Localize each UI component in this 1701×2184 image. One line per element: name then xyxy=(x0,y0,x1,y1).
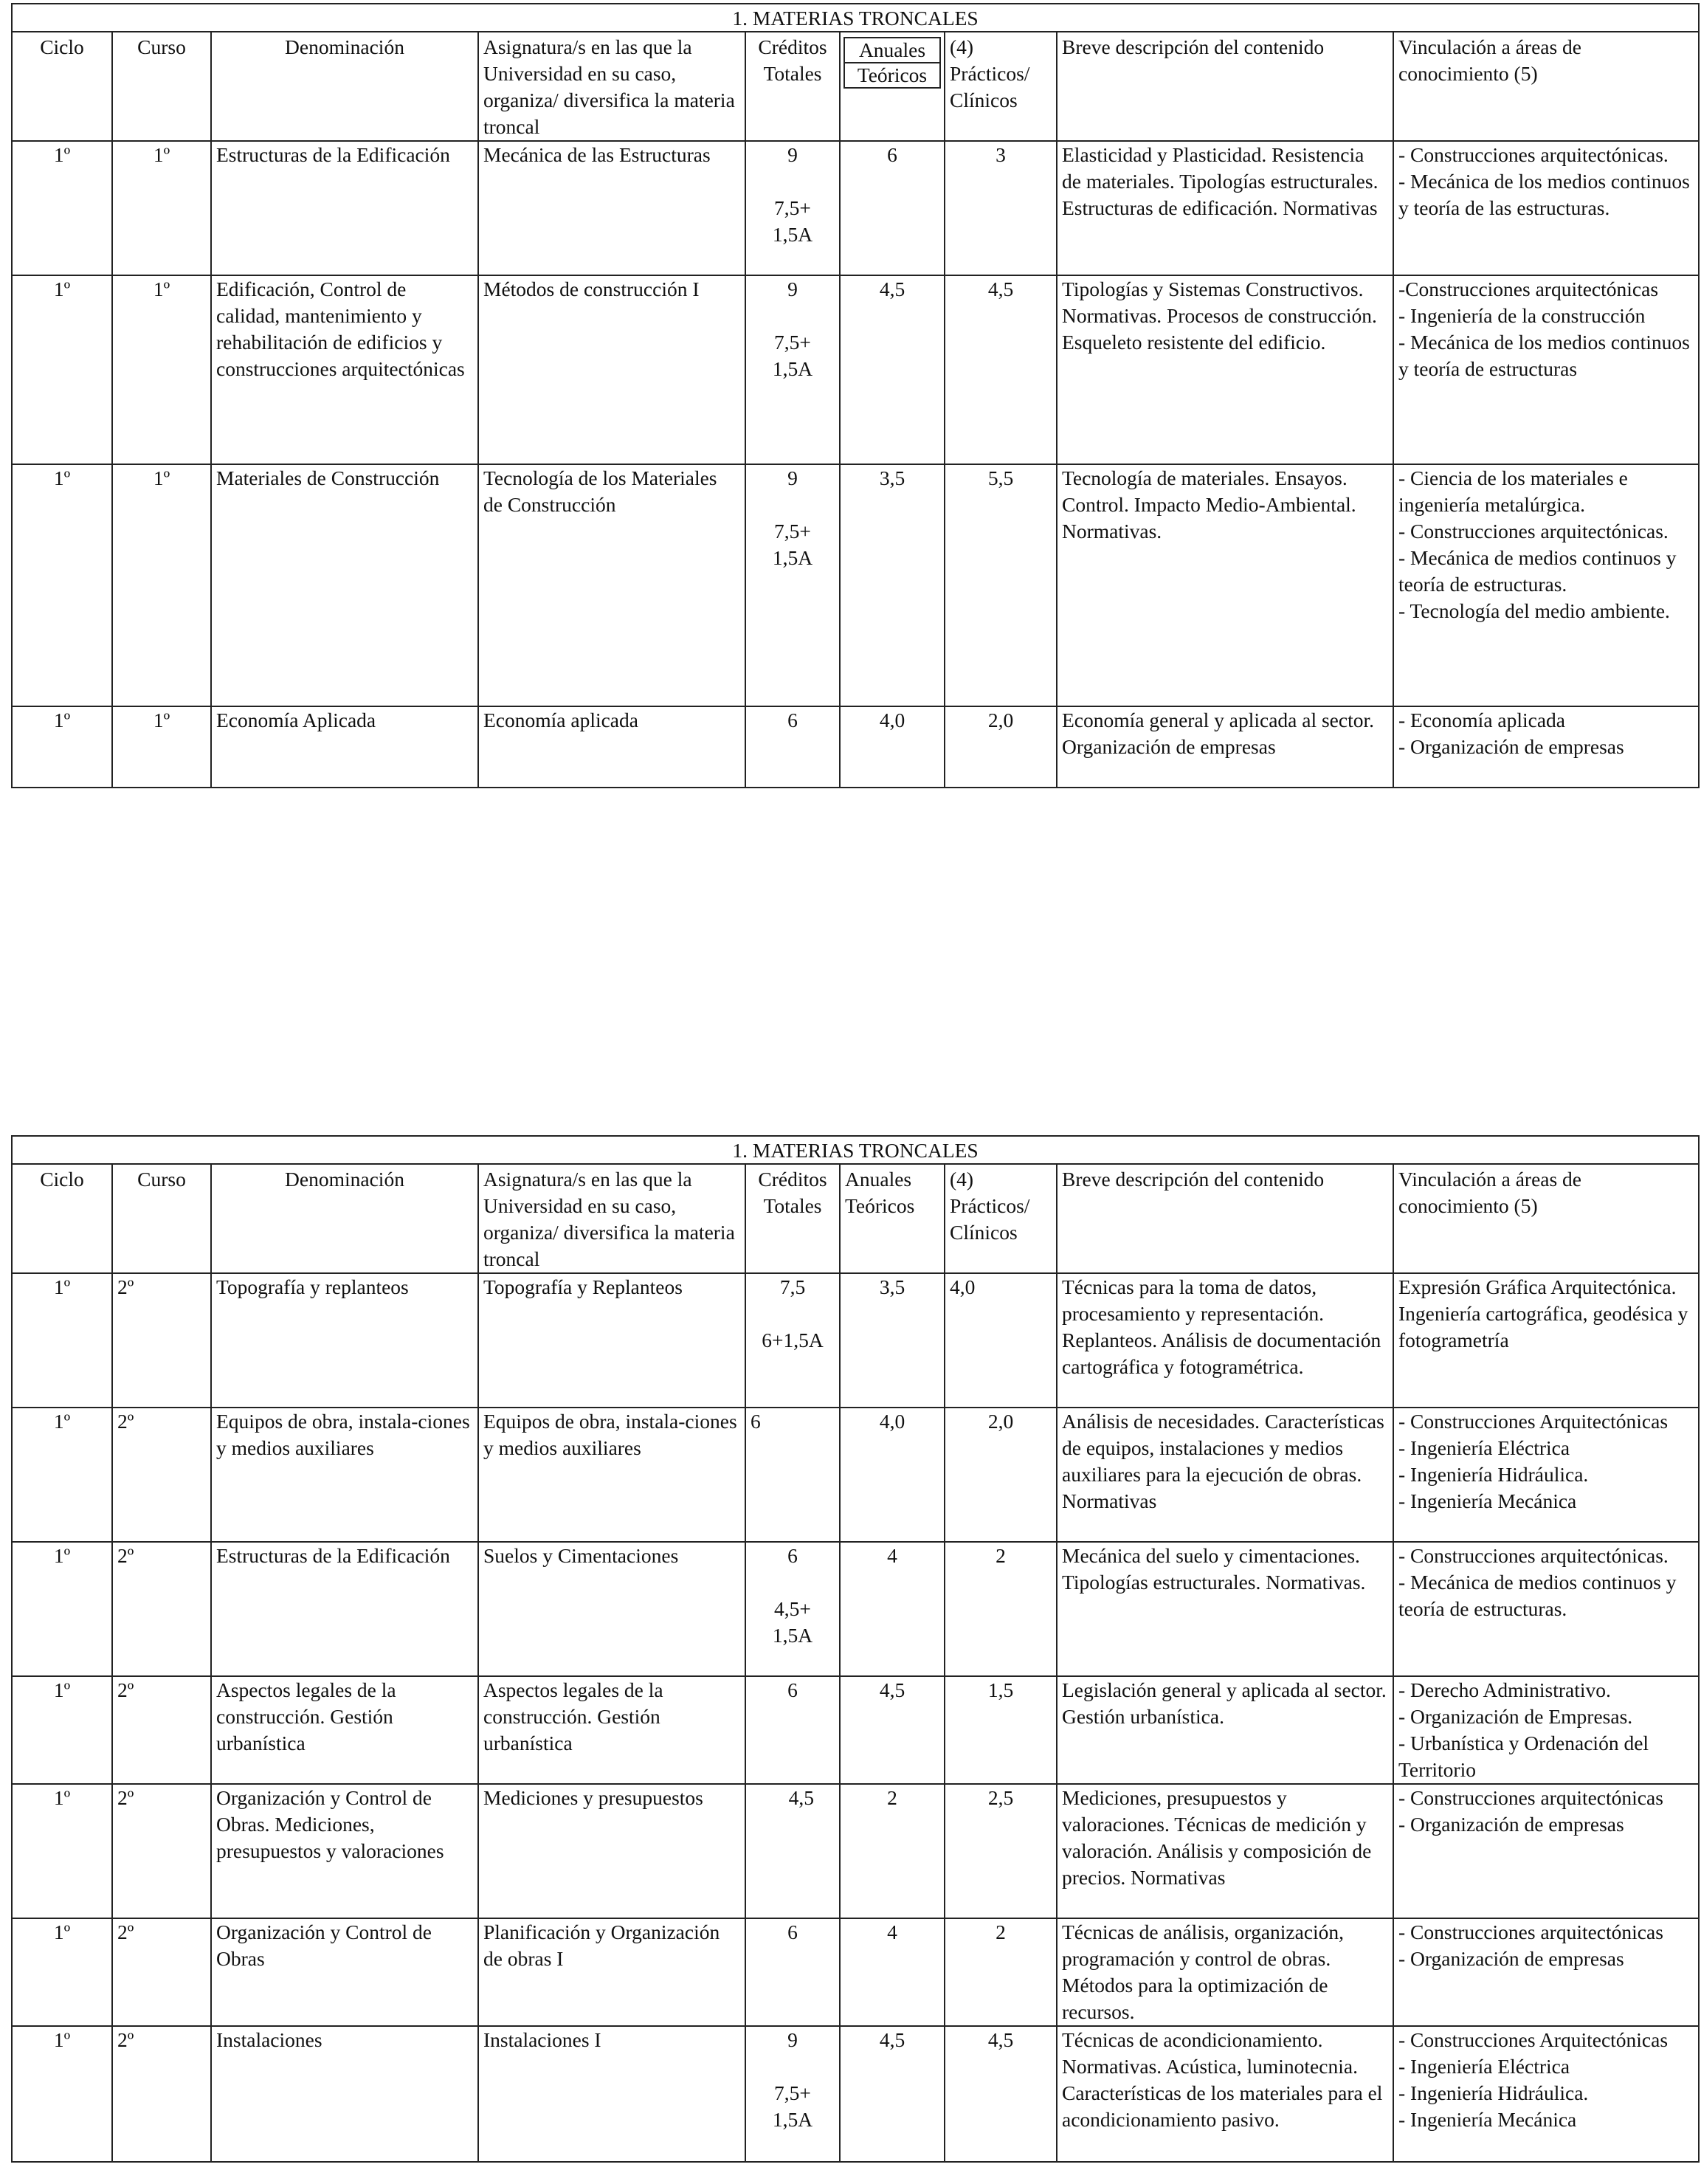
materias-troncales-table-1 xyxy=(11,3,1700,788)
table-row xyxy=(12,1918,1699,2026)
cell-curso: 2º xyxy=(112,1408,211,1542)
cell-descripcion: Economía general y aplicada al sector. Organización de empresas xyxy=(1057,706,1393,788)
table-row xyxy=(12,1408,1699,1542)
header-ciclo: Ciclo xyxy=(12,32,112,141)
cell-creditos: 6 xyxy=(745,1408,840,1542)
cell-asignatura: Métodos de construcción I xyxy=(478,275,745,464)
table-row xyxy=(12,1784,1699,1918)
cell-creditos xyxy=(745,2026,840,2162)
header-curso: Curso xyxy=(112,32,211,141)
cell-practicos: 2 xyxy=(945,1542,1057,1676)
cell-denominacion: Materiales de Construcción xyxy=(211,464,478,706)
cell-curso: 1º xyxy=(112,141,211,275)
cell-ciclo: 1º xyxy=(12,1784,112,1918)
cell-vinculacion: - Construcciones arquitectónicas. - Mecánica de los medios continuos y teoría de las estructuras. xyxy=(1393,141,1699,275)
creditos-detalle: 7,5+ 1,5A xyxy=(772,331,813,380)
cell-ciclo: 1º xyxy=(12,141,112,275)
table-row xyxy=(12,275,1699,464)
header-descripcion: Breve descripción del contenido xyxy=(1057,1164,1393,1273)
table-row xyxy=(12,1273,1699,1408)
cell-descripcion: Elasticidad y Plasticidad. Resistencia de materiales. Tipologías estructurales. Estructuras de edificación. Normativas xyxy=(1057,141,1393,275)
header-curso: Curso xyxy=(112,1164,211,1273)
header-anuales: Anuales xyxy=(843,37,941,62)
cell-practicos: 2,5 xyxy=(945,1784,1057,1918)
cell-practicos: 4,5 xyxy=(945,275,1057,464)
cell-ciclo: 1º xyxy=(12,1676,112,1784)
cell-asignatura: Mediciones y presupuestos xyxy=(478,1784,745,1918)
cell-practicos: 2 xyxy=(945,1918,1057,2026)
cell-denominacion: Estructuras de la Edificación xyxy=(211,1542,478,1676)
header-asignatura: Asignatura/s en las que la Universidad en su caso, organiza/ diversifica la materia troncal xyxy=(478,1164,745,1273)
cell-vinculacion: - Economía aplicada - Organización de empresas xyxy=(1393,706,1699,788)
cell-asignatura: Economía aplicada xyxy=(478,706,745,788)
creditos-total: 9 xyxy=(787,466,798,489)
cell-ciclo: 1º xyxy=(12,706,112,788)
cell-teoricos: 3,5 xyxy=(840,464,945,706)
cell-curso: 1º xyxy=(112,706,211,788)
cell-denominacion: Organización y Control de Obras xyxy=(211,1918,478,2026)
cell-creditos xyxy=(745,464,840,706)
cell-descripcion: Legislación general y aplicada al sector. Gestión urbanística. xyxy=(1057,1676,1393,1784)
cell-ciclo: 1º xyxy=(12,2026,112,2162)
cell-creditos: 6 xyxy=(745,706,840,788)
cell-ciclo: 1º xyxy=(12,1918,112,2026)
cell-curso: 2º xyxy=(112,1273,211,1408)
cell-practicos: 5,5 xyxy=(945,464,1057,706)
cell-descripcion: Técnicas de análisis, organización, programación y control de obras. Métodos para la optimización de recursos. xyxy=(1057,1918,1393,2026)
cell-denominacion: Aspectos legales de la construcción. Gestión urbanística xyxy=(211,1676,478,1784)
header-denominacion: Denominación xyxy=(211,32,478,141)
cell-ciclo: 1º xyxy=(12,464,112,706)
cell-asignatura: Tecnología de los Materiales de Construcción xyxy=(478,464,745,706)
table-row xyxy=(12,141,1699,275)
header-vinculacion: Vinculación a áreas de conocimiento (5) xyxy=(1393,1164,1699,1273)
cell-descripcion: Mediciones, presupuestos y valoraciones. Técnicas de medición y valoración. Análisis y composición de precios. Normativas xyxy=(1057,1784,1393,1918)
table-row xyxy=(12,706,1699,788)
cell-practicos: 2,0 xyxy=(945,1408,1057,1542)
cell-asignatura: Mecánica de las Estructuras xyxy=(478,141,745,275)
cell-teoricos: 4 xyxy=(840,1918,945,2026)
creditos-detalle: 7,5+ 1,5A xyxy=(772,196,813,246)
cell-denominacion: Estructuras de la Edificación xyxy=(211,141,478,275)
cell-vinculacion: - Construcciones arquitectónicas - Organización de empresas xyxy=(1393,1918,1699,2026)
cell-teoricos: 2 xyxy=(840,1784,945,1918)
cell-curso: 1º xyxy=(112,275,211,464)
cell-teoricos: 4,5 xyxy=(840,2026,945,2162)
cell-ciclo: 1º xyxy=(12,1273,112,1408)
cell-vinculacion: - Construcciones arquitectónicas. - Mecánica de medios continuos y teoría de estructuras. xyxy=(1393,1542,1699,1676)
cell-asignatura: Instalaciones I xyxy=(478,2026,745,2162)
cell-creditos: 6 xyxy=(745,1918,840,2026)
header-ciclo: Ciclo xyxy=(12,1164,112,1273)
creditos-total: 9 xyxy=(787,2028,798,2051)
cell-vinculacion: -Construcciones arquitectónicas - Ingeniería de la construcción - Mecánica de los medios continuos y teoría de estructuras xyxy=(1393,275,1699,464)
cell-descripcion: Técnicas para la toma de datos, procesamiento y representación. Replanteos. Análisis de documentación cartográfica y fotogramétrica. xyxy=(1057,1273,1393,1408)
cell-descripcion: Tipologías y Sistemas Constructivos. Normativas. Procesos de construcción. Esqueleto resistente del edificio. xyxy=(1057,275,1393,464)
cell-curso: 2º xyxy=(112,2026,211,2162)
cell-asignatura: Topografía y Replanteos xyxy=(478,1273,745,1408)
creditos-total: 6 xyxy=(787,1544,798,1567)
table-row xyxy=(12,464,1699,706)
cell-descripcion: Mecánica del suelo y cimentaciones. Tipologías estructurales. Normativas. xyxy=(1057,1542,1393,1676)
cell-asignatura: Suelos y Cimentaciones xyxy=(478,1542,745,1676)
cell-vinculacion: - Derecho Administrativo. - Organización de Empresas. - Urbanística y Ordenación del Territorio xyxy=(1393,1676,1699,1784)
header-anuales-teoricos xyxy=(840,32,945,141)
cell-curso: 2º xyxy=(112,1542,211,1676)
cell-denominacion: Economía Aplicada xyxy=(211,706,478,788)
cell-denominacion: Instalaciones xyxy=(211,2026,478,2162)
cell-teoricos: 6 xyxy=(840,141,945,275)
cell-creditos xyxy=(745,141,840,275)
cell-ciclo: 1º xyxy=(12,275,112,464)
cell-curso: 2º xyxy=(112,1784,211,1918)
header-creditos: Créditos Totales xyxy=(745,1164,840,1273)
cell-practicos: 4,0 xyxy=(945,1273,1057,1408)
cell-practicos: 2,0 xyxy=(945,706,1057,788)
cell-creditos xyxy=(745,1273,840,1408)
cell-curso: 1º xyxy=(112,464,211,706)
cell-teoricos: 3,5 xyxy=(840,1273,945,1408)
cell-practicos: 4,5 xyxy=(945,2026,1057,2162)
cell-creditos: 4,5 xyxy=(745,1784,840,1918)
header-practicos: (4) Prácticos/ Clínicos xyxy=(945,32,1057,141)
cell-practicos: 3 xyxy=(945,141,1057,275)
header-descripcion: Breve descripción del contenido xyxy=(1057,32,1393,141)
cell-denominacion: Topografía y replanteos xyxy=(211,1273,478,1408)
cell-vinculacion: - Construcciones Arquitectónicas - Ingeniería Eléctrica - Ingeniería Hidráulica. - Ingeniería Mecánica xyxy=(1393,2026,1699,2162)
cell-teoricos: 4,0 xyxy=(840,1408,945,1542)
materias-troncales-table-2 xyxy=(11,1135,1700,2163)
cell-curso: 2º xyxy=(112,1918,211,2026)
header-practicos: (4) Prácticos/ Clínicos xyxy=(945,1164,1057,1273)
table-title: 1. MATERIAS TRONCALES xyxy=(12,4,1699,32)
header-vinculacion: Vinculación a áreas de conocimiento (5) xyxy=(1393,32,1699,141)
header-asignatura: Asignatura/s en las que la Universidad en su caso, organiza/ diversifica la materia troncal xyxy=(478,32,745,141)
creditos-detalle: 7,5+ 1,5A xyxy=(772,520,813,569)
cell-asignatura: Equipos de obra, instala-ciones y medios auxiliares xyxy=(478,1408,745,1542)
cell-teoricos: 4 xyxy=(840,1542,945,1676)
cell-curso: 2º xyxy=(112,1676,211,1784)
creditos-total: 7,5 xyxy=(779,1275,806,1298)
cell-vinculacion: Expresión Gráfica Arquitectónica. Ingeniería cartográfica, geodésica y fotogrametría xyxy=(1393,1273,1699,1408)
cell-creditos: 6 xyxy=(745,1676,840,1784)
cell-descripcion: Análisis de necesidades. Características de equipos, instalaciones y medios auxiliares para la ejecución de obras. Normativas xyxy=(1057,1408,1393,1542)
cell-denominacion: Equipos de obra, instala-ciones y medios auxiliares xyxy=(211,1408,478,1542)
cell-vinculacion: - Ciencia de los materiales e ingeniería metalúrgica. - Construcciones arquitectónicas. - Mecánica de medios continuos y teoría de estructuras. - Tecnología del medio ambiente. xyxy=(1393,464,1699,706)
cell-ciclo: 1º xyxy=(12,1542,112,1676)
cell-teoricos: 4,5 xyxy=(840,275,945,464)
table-row xyxy=(12,1676,1699,1784)
cell-creditos xyxy=(745,275,840,464)
header-creditos: Créditos Totales xyxy=(745,32,840,141)
creditos-detalle: 7,5+ 1,5A xyxy=(772,2081,813,2131)
cell-vinculacion: - Construcciones arquitectónicas - Organización de empresas xyxy=(1393,1784,1699,1918)
cell-descripcion: Tecnología de materiales. Ensayos. Control. Impacto Medio-Ambiental. Normativas. xyxy=(1057,464,1393,706)
creditos-detalle: 6+1,5A xyxy=(762,1329,824,1351)
cell-asignatura: Aspectos legales de la construcción. Gestión urbanística xyxy=(478,1676,745,1784)
cell-denominacion: Organización y Control de Obras. Mediciones, presupuestos y valoraciones xyxy=(211,1784,478,1918)
header-denominacion: Denominación xyxy=(211,1164,478,1273)
table-row xyxy=(12,2026,1699,2162)
cell-creditos xyxy=(745,1542,840,1676)
cell-ciclo: 1º xyxy=(12,1408,112,1542)
cell-practicos: 1,5 xyxy=(945,1676,1057,1784)
cell-vinculacion: - Construcciones Arquitectónicas - Ingeniería Eléctrica - Ingeniería Hidráulica. - Ingeniería Mecánica xyxy=(1393,1408,1699,1542)
creditos-total: 9 xyxy=(787,278,798,300)
cell-descripcion: Técnicas de acondicionamiento. Normativas. Acústica, luminotecnia. Características de los materiales para el acondicionamiento pasivo. xyxy=(1057,2026,1393,2162)
table-title: 1. MATERIAS TRONCALES xyxy=(12,1136,1699,1164)
cell-denominacion: Edificación, Control de calidad, mantenimiento y rehabilitación de edificios y construcciones arquitectónicas xyxy=(211,275,478,464)
cell-teoricos: 4,0 xyxy=(840,706,945,788)
creditos-detalle: 4,5+ 1,5A xyxy=(772,1597,813,1647)
table-row xyxy=(12,1542,1699,1676)
cell-asignatura: Planificación y Organización de obras I xyxy=(478,1918,745,2026)
creditos-total: 9 xyxy=(787,143,798,166)
header-anuales-teoricos: Anuales Teóricos xyxy=(840,1164,945,1273)
header-teoricos: Teóricos xyxy=(843,62,941,89)
cell-teoricos: 4,5 xyxy=(840,1676,945,1784)
